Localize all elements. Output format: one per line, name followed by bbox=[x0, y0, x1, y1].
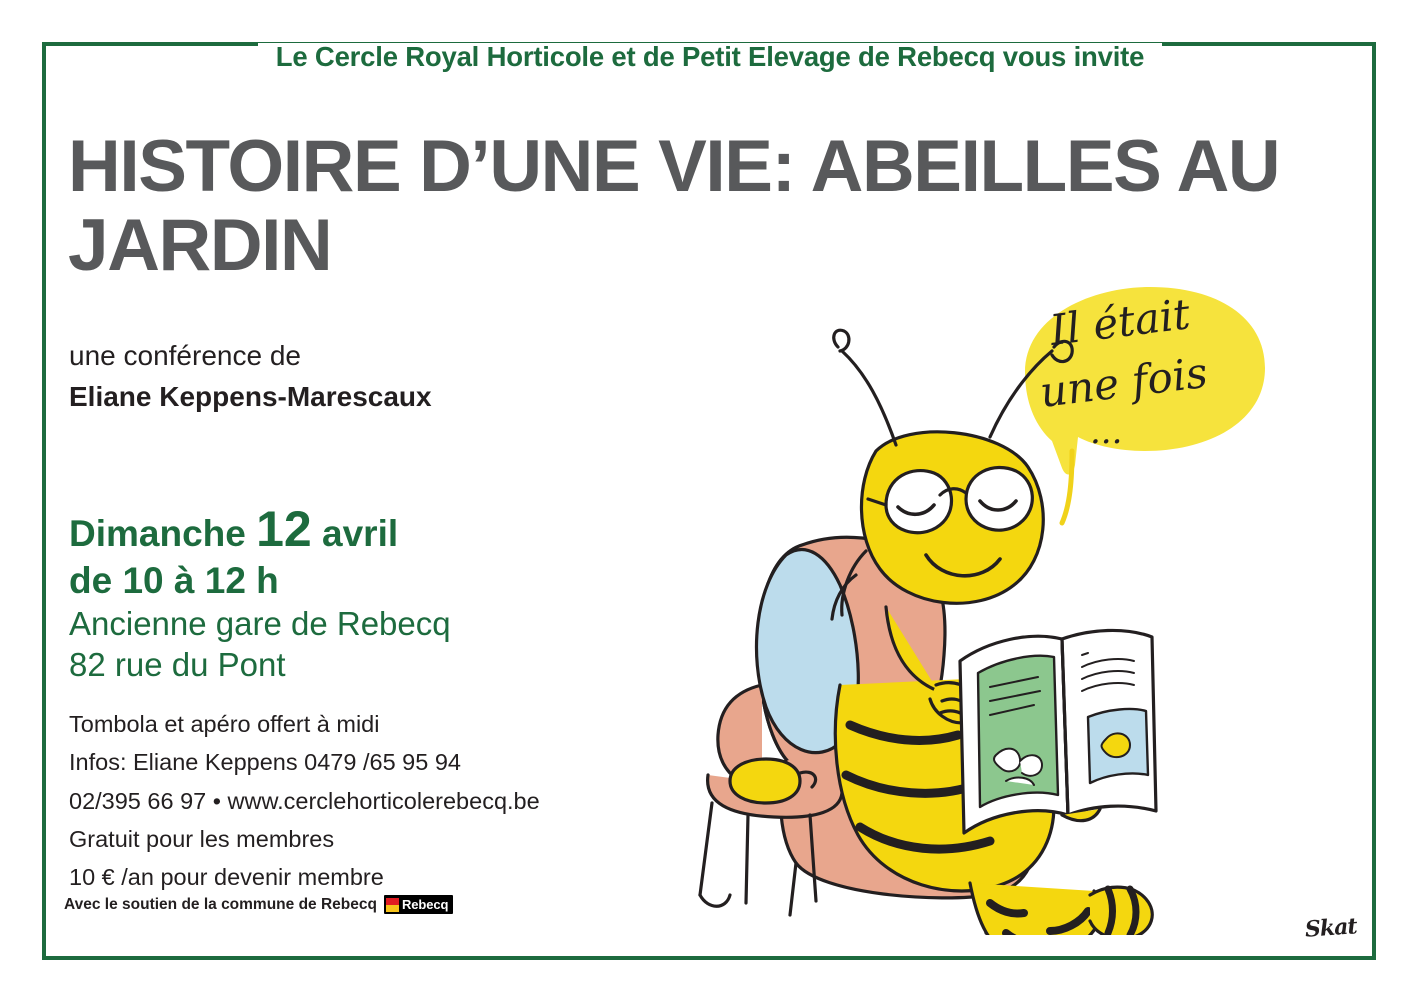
info-line-membership-fee: 10 € /an pour devenir membre bbox=[69, 864, 384, 891]
info-block bbox=[69, 705, 540, 896]
event-day-number: 12 bbox=[256, 501, 312, 557]
conference-intro: une conférence de bbox=[69, 340, 301, 371]
info-line-free-members: Gratuit pour les membres bbox=[69, 825, 335, 852]
event-details bbox=[69, 500, 451, 685]
support-note bbox=[64, 895, 453, 914]
invite-text: Le Cercle Royal Horticole et de Petit Elevage de Rebecq vous invite bbox=[258, 43, 1162, 71]
conference-speaker: Eliane Keppens-Marescaux bbox=[69, 381, 432, 412]
event-date-line bbox=[69, 500, 451, 559]
bubble-line-1: Il était bbox=[1047, 289, 1193, 355]
event-time: de 10 à 12 h bbox=[69, 560, 279, 601]
header-banner bbox=[60, 26, 1360, 88]
page-title: HISTOIRE D’UNE VIE: ABEILLES AU JARDIN bbox=[68, 126, 1280, 286]
info-line-tombola: Tombola et apéro offert à midi bbox=[69, 711, 380, 737]
rebecq-logo bbox=[384, 895, 453, 914]
rebecq-logo-label: Rebecq bbox=[401, 897, 449, 912]
info-line-contact: Infos: Eliane Keppens 0479 /65 95 94 bbox=[69, 749, 461, 776]
event-day-label: Dimanche bbox=[69, 513, 246, 554]
bubble-line-2: une fois bbox=[1037, 347, 1211, 417]
artist-signature: Skat bbox=[1304, 913, 1358, 943]
bubble-line-3: ... bbox=[1090, 412, 1123, 452]
event-month: avril bbox=[322, 513, 399, 554]
support-text: Avec le soutien de la commune de Rebecq bbox=[64, 895, 377, 913]
info-line-website: 02/395 66 97 • www.cerclehorticolerebecq.be bbox=[69, 787, 540, 814]
rebecq-flag-icon bbox=[386, 898, 399, 912]
bee-illustration bbox=[690, 255, 1350, 935]
event-address: 82 rue du Pont bbox=[69, 645, 286, 683]
event-venue: Ancienne gare de Rebecq bbox=[69, 604, 451, 642]
